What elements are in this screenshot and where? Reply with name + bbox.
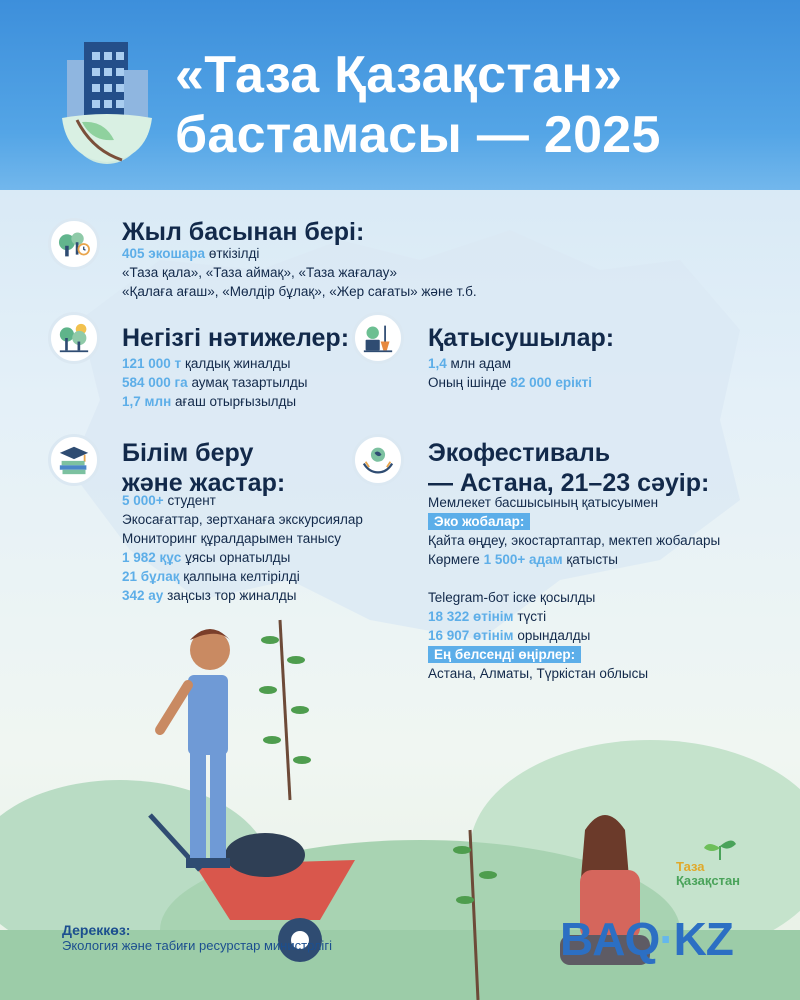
title-line-2: бастамасы — 2025 [175, 106, 661, 164]
title-line-1: «Таза Қазақстан» [175, 46, 623, 104]
education-list: 5 000+ студент Экосағаттар, зертханаға экскурсиялар Мониторинг құралдарымен танысу 1 982 құс ұясы орнатылды 21 бұлақ қалпына келтірілді 342 ау заңсыз тор жиналды [122, 493, 363, 603]
participants-heading: Қатысушылар: [428, 324, 615, 352]
year-start-text: 405 экошара өткізілді «Таза қала», «Таза аймақ», «Таза жағалау» «Қалаға ағаш», «Мөлдір бұлақ», «Жер сағаты» және т.б. [122, 246, 477, 299]
source-label: Дереккөз: [62, 922, 131, 938]
source-text: Экология және табиғи ресурстар министрлігі [62, 938, 332, 953]
participants-text: 1,4 млн адам Оның ішінде 82 000 ерікті [428, 356, 592, 390]
results-list [122, 354, 308, 411]
eco-events-count: 405 экошара [122, 246, 206, 261]
garden-tools-icon [352, 312, 404, 364]
list-item: 1 982 құс ұясы орнатылды [122, 550, 291, 565]
sprout-icon [702, 838, 738, 860]
list-item: 342 ау заңсыз тор жиналды [122, 588, 297, 603]
list-item: 1,7 млн ағаш отырғызылды [122, 394, 297, 409]
trees-icon [48, 312, 100, 364]
eco-projects-label: Эко жобалар: [428, 513, 530, 530]
page-title [175, 45, 661, 165]
year-start-heading: Жыл басынан бері: [122, 218, 365, 246]
hands-earth-icon [352, 434, 404, 486]
taza-kazakhstan-logo [676, 838, 756, 894]
list-item: 21 бұлақ қалпына келтірілді [122, 569, 300, 584]
education-heading: Білім беру және жастар: [122, 439, 286, 497]
list-item: 121 000 т қалдық жиналды [122, 356, 291, 371]
city-leaf-icon [52, 40, 162, 165]
list-item: 584 000 га аумақ тазартылды [122, 375, 308, 390]
trees-clock-icon [48, 218, 100, 270]
brand-logo: BAQ·KZ [560, 913, 733, 965]
graduation-books-icon [48, 434, 100, 486]
results-heading: Негізгі нәтижелер: [122, 324, 350, 352]
active-regions-label: Ең белсенді өңірлер: [428, 646, 581, 663]
festival-heading: Экофестиваль — Астана, 21–23 сәуір: [428, 439, 710, 497]
festival-text: Мемлекет басшысының қатысуымен Эко жобалар: Қайта өңдеу, экостартаптар, мектеп жобалары Көрмеге 1 500+ адам қатысты Telegram-бот іске қосылды 18 322 өтінім түсті 16 907 өтінім орындалды Ең белсенді өңірлер: Астана, Алматы, Түркістан облысы [428, 495, 721, 681]
logo-text: Таза Қазақстан [676, 859, 741, 888]
header-banner [0, 0, 800, 190]
source-note [62, 922, 332, 953]
